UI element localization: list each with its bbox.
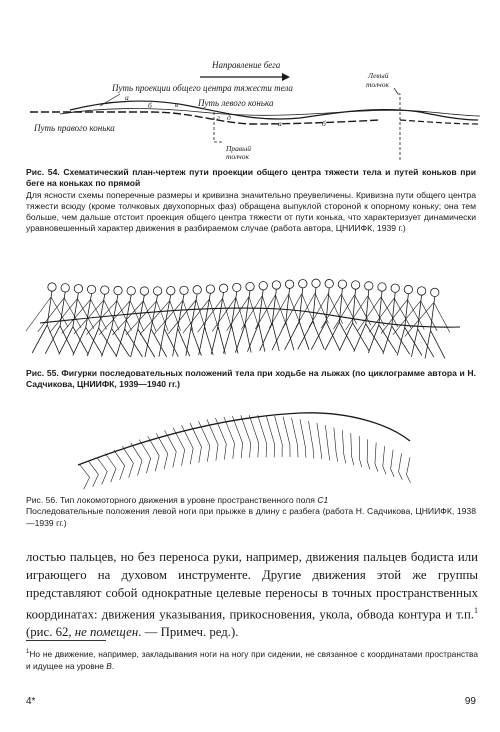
stick-figure [369,284,411,354]
footnote-rule [26,640,106,641]
footnote-text: Но не движение, например, закладывания ноги на ногу при сидении, не связанное с координатами пространства и идущее на уровне [26,648,478,671]
stick-figure [405,288,450,358]
caption-56-level: C1 [317,495,329,505]
stick-figure [227,282,259,352]
caption-56-head-text: Рис. 56. Тип локомоторного движения в уровне пространственного поля [26,495,318,505]
leg-position [97,457,107,484]
stick-figure [126,287,168,357]
caption-fig-54 [26,167,476,235]
left-push-label-line2: толчок [366,80,389,89]
right-push-label-line1: Правый [226,144,252,153]
stick-figure [381,285,424,355]
body-italic-note: не помещен [74,625,139,640]
caption-56-body: Последовательные положения левой ноги при прыжке в длину с разбега (работа Н. Садчикова, ЦНИИФК, 1938—1939 гг.) [26,506,476,528]
phase-letter-a2: а [278,119,282,128]
body-main-text: лостью пальцев, но без переноса руки, например, движения пальцев бодиста или играющего на духовом инструменте. Другие движения этой же группы представляют собой однократные целевые переносы в точных пространственных координатах: движения указывания, прикосновения, укола, обвода контура и т.п. [26,550,478,622]
leg-position [114,450,125,480]
phase-letter-v: в [175,100,179,109]
leg-position [241,415,251,457]
leg-position [148,436,160,471]
stick-figure [154,286,193,356]
leg-position [249,415,258,457]
leg-position [266,415,274,457]
trajectory-line [40,308,460,327]
stick-figure [283,279,315,349]
stick-figure [346,282,385,352]
phase-letter-b: б [148,101,152,110]
phase-letter-d: д [227,113,231,122]
leg-position [391,450,394,477]
leg-position [131,443,142,476]
hip-trajectory [78,413,410,465]
leg-position [292,418,298,457]
direction-arrowhead [282,73,290,81]
leg-position [122,446,133,477]
signature-mark: 4* [26,696,36,707]
leg-position [334,428,338,462]
leg-position [359,436,362,467]
leg-position [88,461,98,487]
leg-position [406,457,410,483]
footnote-ref: 1 [474,606,478,615]
leg-position [300,419,306,457]
leg-position [80,465,90,489]
figure-56-leg-positions [0,395,500,495]
caption-56-head [26,495,476,506]
footnote-marker: 1 [26,649,30,655]
leg-position [105,454,116,483]
body-tail: . — Примеч. ред.). [138,625,239,640]
stick-figure [38,284,81,354]
leg-position [139,439,150,473]
body-paragraph [26,548,478,641]
left-skate-path [70,101,478,120]
stick-figure [99,287,143,357]
leg-position [317,423,322,459]
footnote [26,646,478,672]
phase-letter-g: г [217,113,220,122]
leg-position [275,416,283,457]
caption-55-head: Рис. 55. Фигурки последовательных положений тела при ходьбе на лыжах (по циклограмме автора и Н. Садчикова, ЦНИИФК, 1939—1940 гг.) [26,368,476,390]
leg-position [383,446,386,474]
footnote-end: . [111,660,115,671]
phase-letter-b2: б [322,119,326,128]
leg-position [367,439,370,469]
left-skate-label: Путь левого конька [198,98,274,108]
leg-position [258,415,267,457]
leg-position [283,417,290,457]
leg-position [308,421,313,458]
page-number: 99 [464,696,476,707]
right-skate-path-end [400,120,480,124]
caption-54-head: Рис. 54. Схематический план-чертеж пути проекции общего центра тяжести тела и путей коньков при беге на коньках по прямой [26,167,476,189]
left-push-leader [394,88,398,94]
figure-55-skiing-figures [0,265,500,375]
leg-position [399,453,403,479]
leg-position [342,430,345,463]
footnote-level: B [106,660,112,671]
left-push-label-line1: Левый [368,71,389,80]
leg-position [325,425,329,460]
stick-figure [168,286,205,356]
right-push-label-line2: толчок [226,152,249,161]
stick-figure [241,282,272,352]
leg-position [351,433,354,465]
phase-letter-a: а [125,93,129,102]
caption-fig-55 [26,368,476,391]
stick-figure [269,280,300,350]
caption-54-body: Для ясности схемы поперечные размеры и кривизна значительно преувеличены. Кривизна пути общего центра тяжести всюду (кроме толчковых двухопорных фаз) обращена выпуклой стороной к опорному коньку; она тем больше, чем дальше отстоит проекция общего центра тяжести от пути конька, что характеризует динамически уравновешенный характер движения в разбираемом случае (работа автора, ЦНИИФК, 1939 г.) [26,189,476,234]
cg-path-label: Путь проекции общего центра тяжести тела [112,83,293,93]
direction-label: Направление бега [212,60,281,70]
body-after-ref: (рис. 62, [26,625,75,640]
leg-position [375,443,378,472]
left-push-bracket [398,94,400,162]
right-skate-label: Путь правого конька [34,123,115,133]
caption-fig-56 [26,495,476,529]
